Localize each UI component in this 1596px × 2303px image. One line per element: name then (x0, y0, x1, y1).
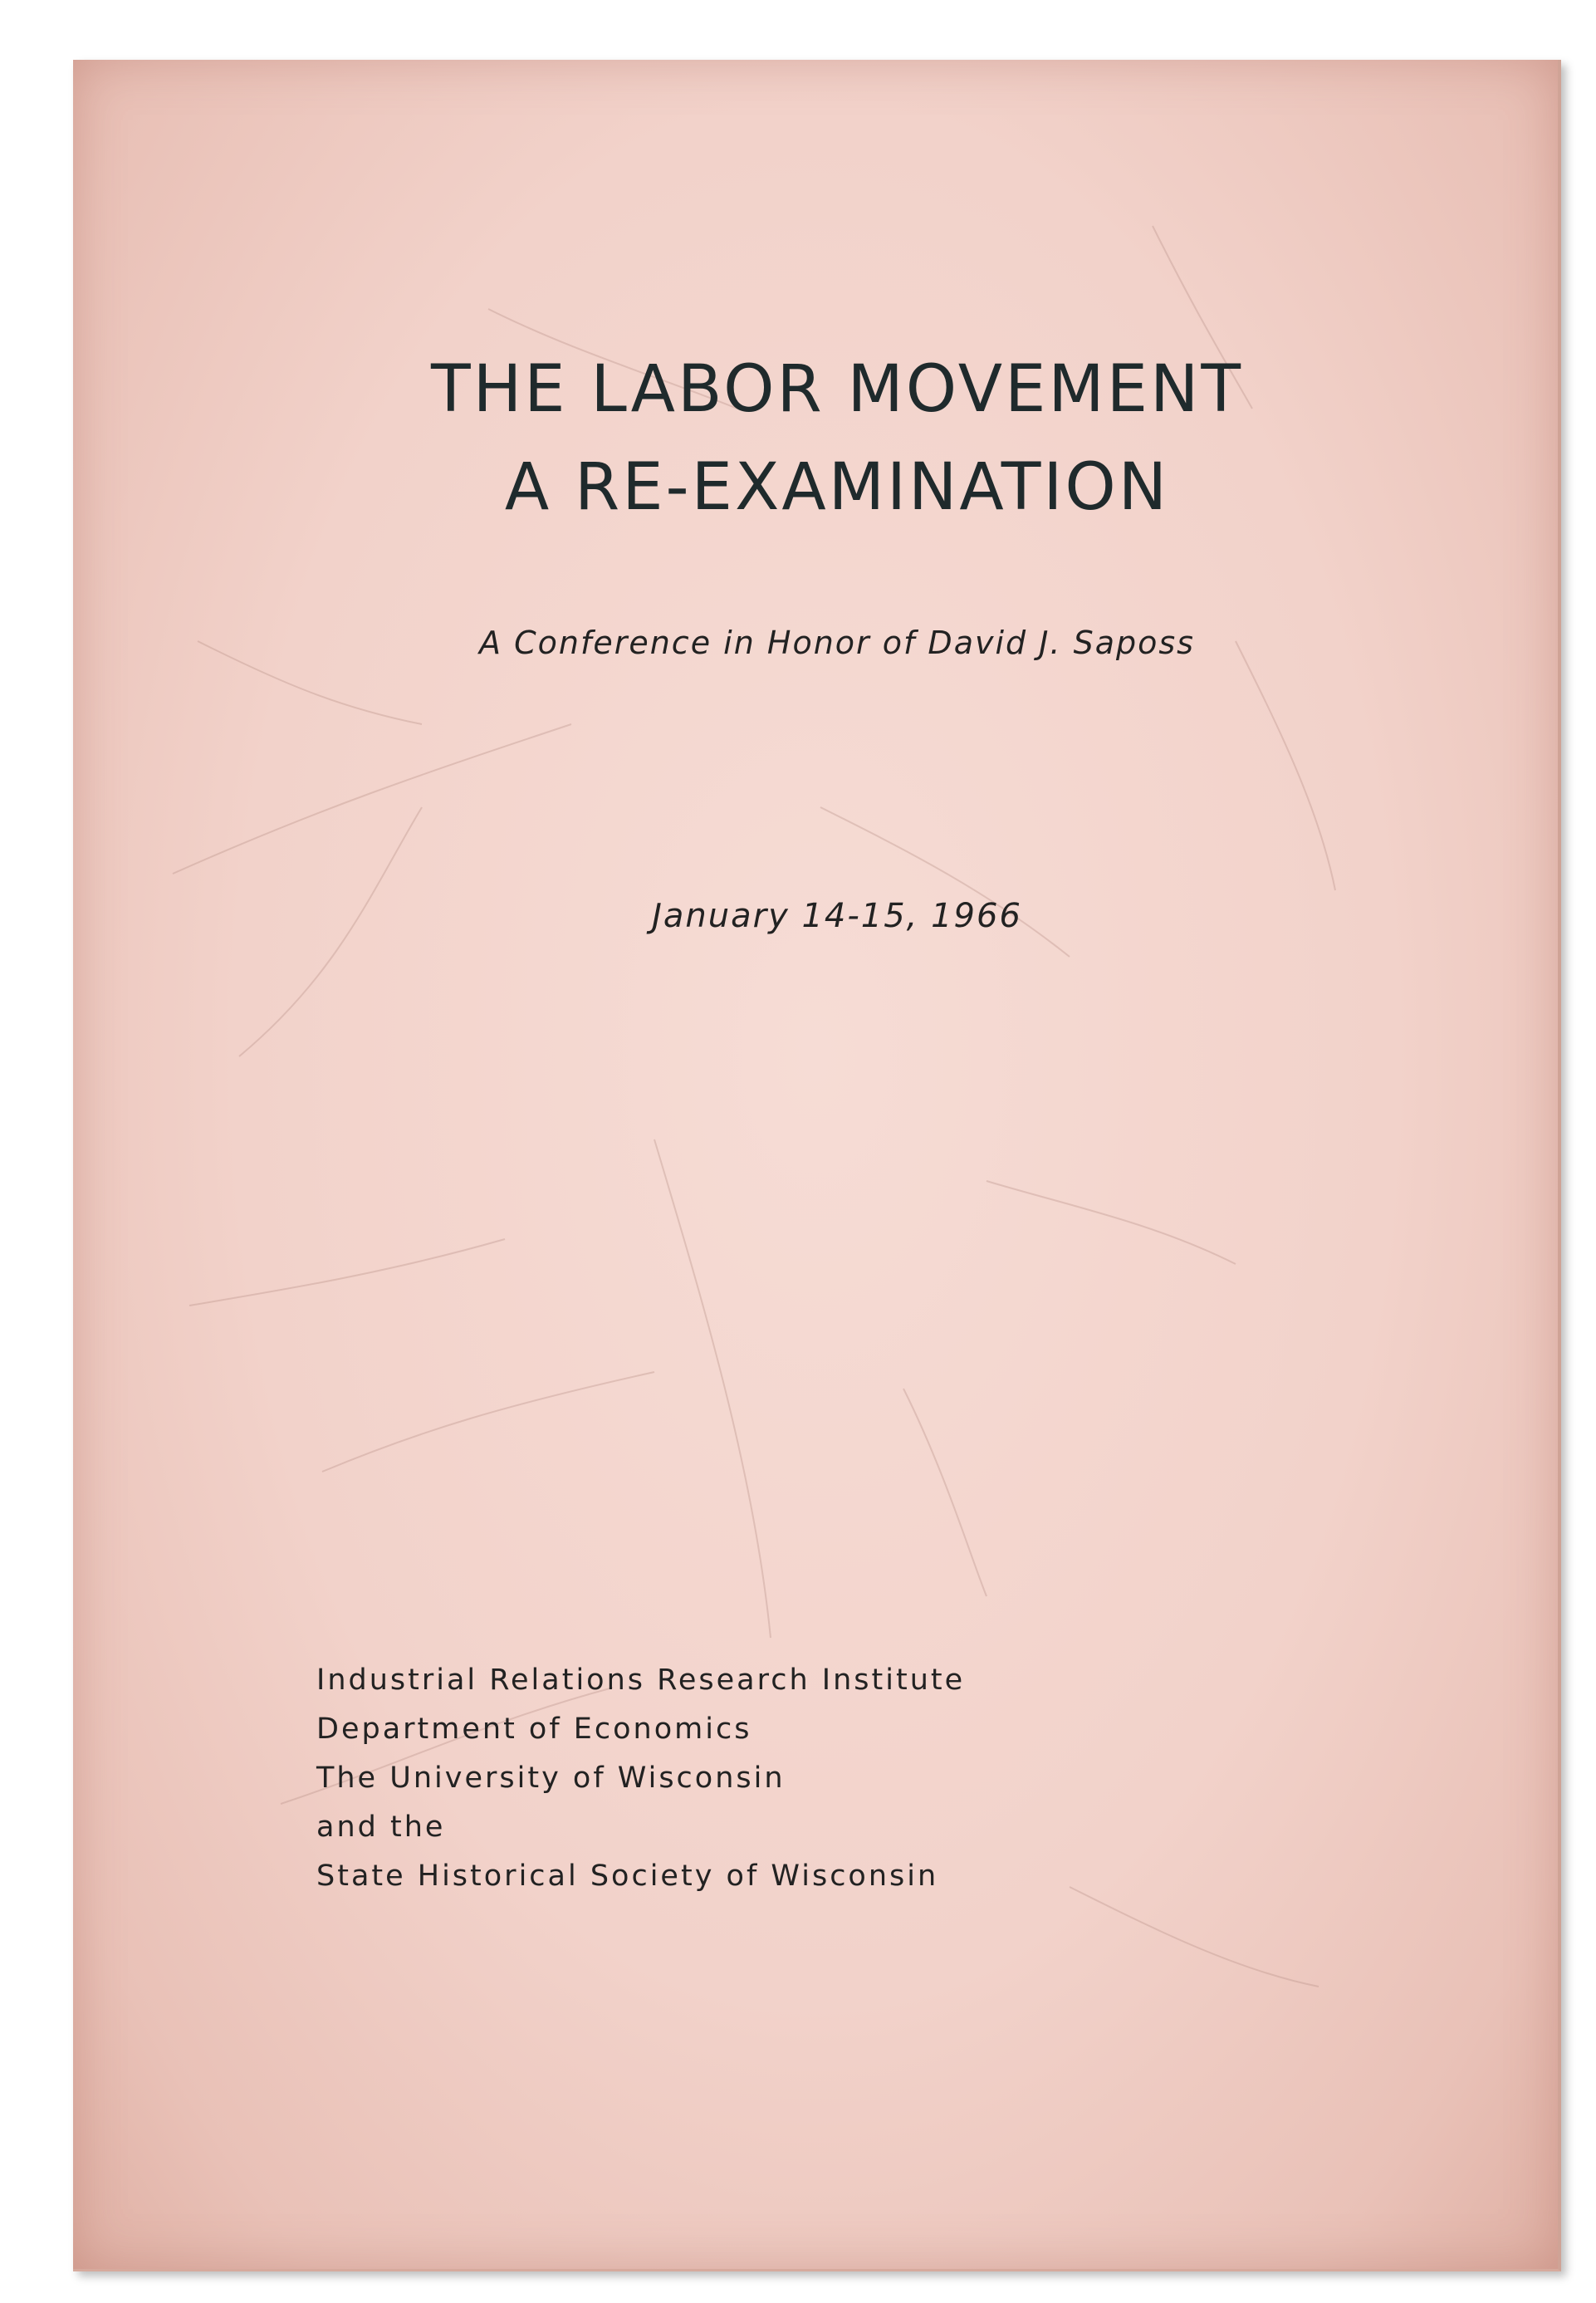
book-cover (73, 60, 1561, 2271)
conference-date: January 14-15, 1966 (652, 897, 1022, 935)
publisher-line: Industrial Relations Research Institute (316, 1664, 966, 1697)
title-line-2: A RE-EXAMINATION (504, 450, 1170, 525)
subtitle: A Conference in Honor of David J. Saposs (479, 625, 1195, 661)
title-line-1: THE LABOR MOVEMENT (430, 352, 1244, 427)
publisher-line: and the (316, 1811, 446, 1844)
publisher-list (316, 1656, 1147, 1901)
publisher-line: The University of Wisconsin (316, 1762, 786, 1795)
publisher-line: Department of Economics (316, 1713, 752, 1746)
publisher-line: State Historical Society of Wisconsin (316, 1860, 939, 1893)
